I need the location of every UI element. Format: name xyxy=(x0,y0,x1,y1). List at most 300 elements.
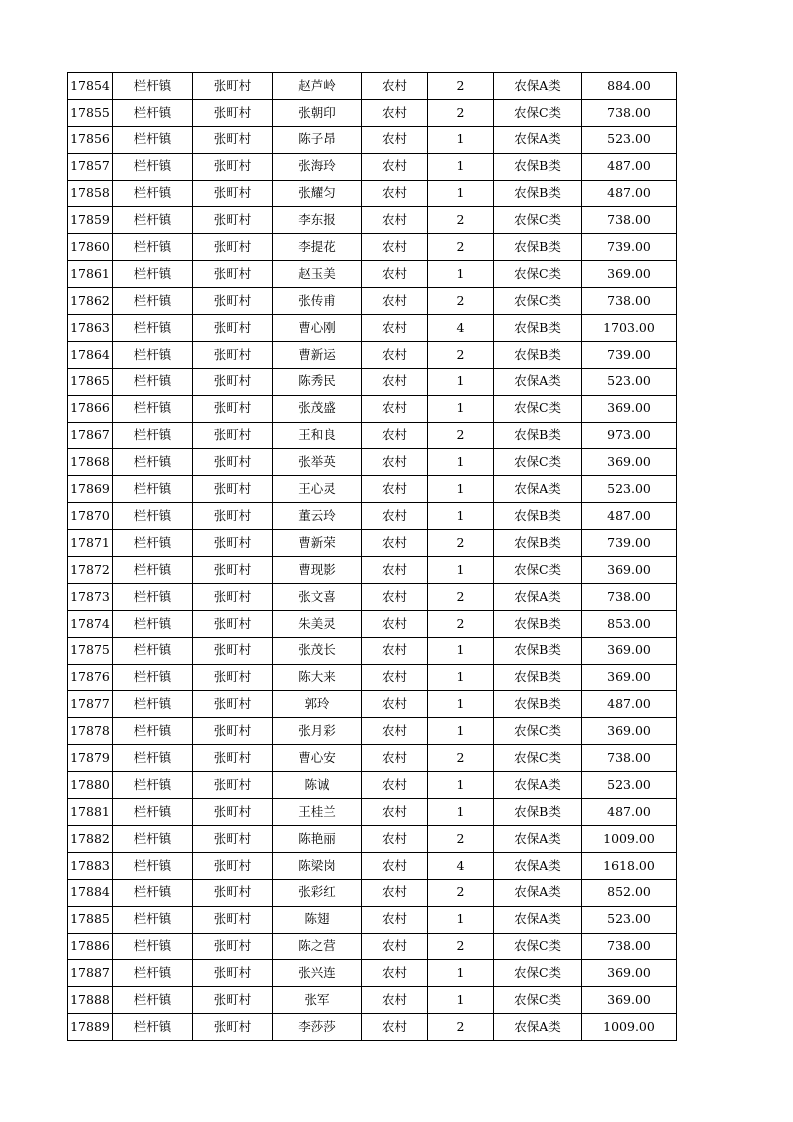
cell-household-size: 1 xyxy=(428,395,494,422)
cell-town: 栏杆镇 xyxy=(113,503,193,530)
cell-town: 栏杆镇 xyxy=(113,288,193,315)
cell-village: 张町村 xyxy=(193,503,273,530)
cell-town: 栏杆镇 xyxy=(113,610,193,637)
cell-town: 栏杆镇 xyxy=(113,1014,193,1041)
cell-amount: 739.00 xyxy=(582,234,677,261)
table-row xyxy=(68,583,677,610)
cell-area-type: 农村 xyxy=(362,557,428,584)
cell-serial-number: 17886 xyxy=(68,933,113,960)
cell-village: 张町村 xyxy=(193,288,273,315)
cell-name: 张茂盛 xyxy=(273,395,362,422)
table-row xyxy=(68,637,677,664)
cell-amount: 852.00 xyxy=(582,879,677,906)
cell-name: 赵芦岭 xyxy=(273,73,362,100)
cell-amount: 487.00 xyxy=(582,153,677,180)
cell-insurance-category: 农保A类 xyxy=(494,368,582,395)
cell-serial-number: 17870 xyxy=(68,503,113,530)
cell-amount: 369.00 xyxy=(582,557,677,584)
cell-town: 栏杆镇 xyxy=(113,852,193,879)
cell-insurance-category: 农保B类 xyxy=(494,691,582,718)
cell-serial-number: 17878 xyxy=(68,718,113,745)
cell-town: 栏杆镇 xyxy=(113,180,193,207)
cell-household-size: 1 xyxy=(428,368,494,395)
cell-town: 栏杆镇 xyxy=(113,126,193,153)
table-row xyxy=(68,1014,677,1041)
cell-household-size: 1 xyxy=(428,691,494,718)
cell-insurance-category: 农保C类 xyxy=(494,745,582,772)
cell-serial-number: 17882 xyxy=(68,825,113,852)
cell-insurance-category: 农保B类 xyxy=(494,180,582,207)
table-row xyxy=(68,610,677,637)
cell-insurance-category: 农保B类 xyxy=(494,422,582,449)
cell-area-type: 农村 xyxy=(362,987,428,1014)
table-row xyxy=(68,449,677,476)
cell-household-size: 1 xyxy=(428,664,494,691)
cell-insurance-category: 农保B类 xyxy=(494,153,582,180)
cell-household-size: 1 xyxy=(428,960,494,987)
cell-amount: 738.00 xyxy=(582,933,677,960)
cell-serial-number: 17875 xyxy=(68,637,113,664)
cell-village: 张町村 xyxy=(193,234,273,261)
cell-amount: 487.00 xyxy=(582,799,677,826)
cell-amount: 1009.00 xyxy=(582,1014,677,1041)
table-row xyxy=(68,503,677,530)
cell-insurance-category: 农保B类 xyxy=(494,341,582,368)
cell-insurance-category: 农保C类 xyxy=(494,557,582,584)
cell-serial-number: 17879 xyxy=(68,745,113,772)
cell-name: 张月彩 xyxy=(273,718,362,745)
cell-town: 栏杆镇 xyxy=(113,933,193,960)
table-row xyxy=(68,315,677,342)
cell-insurance-category: 农保C类 xyxy=(494,288,582,315)
cell-amount: 973.00 xyxy=(582,422,677,449)
cell-serial-number: 17865 xyxy=(68,368,113,395)
cell-insurance-category: 农保C类 xyxy=(494,395,582,422)
cell-name: 曹新荣 xyxy=(273,530,362,557)
cell-village: 张町村 xyxy=(193,207,273,234)
cell-name: 陈诚 xyxy=(273,772,362,799)
cell-household-size: 2 xyxy=(428,583,494,610)
cell-area-type: 农村 xyxy=(362,960,428,987)
table-row xyxy=(68,180,677,207)
cell-area-type: 农村 xyxy=(362,288,428,315)
cell-household-size: 2 xyxy=(428,207,494,234)
cell-amount: 523.00 xyxy=(582,126,677,153)
cell-village: 张町村 xyxy=(193,718,273,745)
cell-amount: 1618.00 xyxy=(582,852,677,879)
cell-town: 栏杆镇 xyxy=(113,207,193,234)
cell-serial-number: 17863 xyxy=(68,315,113,342)
cell-insurance-category: 农保B类 xyxy=(494,664,582,691)
cell-household-size: 2 xyxy=(428,825,494,852)
cell-household-size: 2 xyxy=(428,933,494,960)
cell-amount: 739.00 xyxy=(582,530,677,557)
cell-name: 张彩红 xyxy=(273,879,362,906)
cell-serial-number: 17880 xyxy=(68,772,113,799)
cell-town: 栏杆镇 xyxy=(113,987,193,1014)
cell-name: 陈之营 xyxy=(273,933,362,960)
welfare-roster-table xyxy=(67,72,677,1041)
table-row xyxy=(68,718,677,745)
cell-name: 陈翅 xyxy=(273,906,362,933)
cell-village: 张町村 xyxy=(193,557,273,584)
cell-insurance-category: 农保C类 xyxy=(494,718,582,745)
cell-insurance-category: 农保B类 xyxy=(494,610,582,637)
cell-area-type: 农村 xyxy=(362,73,428,100)
cell-amount: 738.00 xyxy=(582,99,677,126)
cell-amount: 739.00 xyxy=(582,341,677,368)
cell-village: 张町村 xyxy=(193,99,273,126)
cell-insurance-category: 农保B类 xyxy=(494,530,582,557)
cell-village: 张町村 xyxy=(193,422,273,449)
cell-village: 张町村 xyxy=(193,960,273,987)
cell-serial-number: 17862 xyxy=(68,288,113,315)
cell-town: 栏杆镇 xyxy=(113,449,193,476)
cell-serial-number: 17864 xyxy=(68,341,113,368)
cell-insurance-category: 农保C类 xyxy=(494,449,582,476)
cell-insurance-category: 农保A类 xyxy=(494,1014,582,1041)
cell-insurance-category: 农保C类 xyxy=(494,99,582,126)
cell-area-type: 农村 xyxy=(362,422,428,449)
cell-name: 朱美灵 xyxy=(273,610,362,637)
cell-amount: 523.00 xyxy=(582,772,677,799)
table-row xyxy=(68,960,677,987)
cell-area-type: 农村 xyxy=(362,718,428,745)
cell-area-type: 农村 xyxy=(362,476,428,503)
table-row xyxy=(68,261,677,288)
cell-name: 董云玲 xyxy=(273,503,362,530)
cell-insurance-category: 农保C类 xyxy=(494,207,582,234)
cell-town: 栏杆镇 xyxy=(113,745,193,772)
cell-insurance-category: 农保B类 xyxy=(494,637,582,664)
cell-household-size: 2 xyxy=(428,745,494,772)
cell-household-size: 4 xyxy=(428,315,494,342)
cell-village: 张町村 xyxy=(193,772,273,799)
cell-area-type: 农村 xyxy=(362,1014,428,1041)
cell-area-type: 农村 xyxy=(362,933,428,960)
cell-serial-number: 17873 xyxy=(68,583,113,610)
cell-area-type: 农村 xyxy=(362,772,428,799)
cell-serial-number: 17868 xyxy=(68,449,113,476)
table-row xyxy=(68,664,677,691)
cell-household-size: 2 xyxy=(428,341,494,368)
cell-area-type: 农村 xyxy=(362,449,428,476)
cell-village: 张町村 xyxy=(193,879,273,906)
cell-household-size: 1 xyxy=(428,153,494,180)
cell-name: 张朝印 xyxy=(273,99,362,126)
cell-household-size: 1 xyxy=(428,261,494,288)
cell-household-size: 1 xyxy=(428,449,494,476)
cell-household-size: 1 xyxy=(428,180,494,207)
cell-village: 张町村 xyxy=(193,315,273,342)
cell-household-size: 2 xyxy=(428,530,494,557)
cell-serial-number: 17856 xyxy=(68,126,113,153)
cell-town: 栏杆镇 xyxy=(113,664,193,691)
cell-amount: 369.00 xyxy=(582,960,677,987)
cell-town: 栏杆镇 xyxy=(113,341,193,368)
cell-town: 栏杆镇 xyxy=(113,772,193,799)
cell-town: 栏杆镇 xyxy=(113,906,193,933)
cell-name: 曹现影 xyxy=(273,557,362,584)
cell-town: 栏杆镇 xyxy=(113,73,193,100)
cell-town: 栏杆镇 xyxy=(113,261,193,288)
cell-town: 栏杆镇 xyxy=(113,315,193,342)
cell-serial-number: 17885 xyxy=(68,906,113,933)
cell-area-type: 农村 xyxy=(362,530,428,557)
cell-amount: 369.00 xyxy=(582,987,677,1014)
cell-serial-number: 17883 xyxy=(68,852,113,879)
table-row xyxy=(68,933,677,960)
cell-town: 栏杆镇 xyxy=(113,718,193,745)
cell-name: 陈梁岗 xyxy=(273,852,362,879)
cell-village: 张町村 xyxy=(193,825,273,852)
cell-insurance-category: 农保C类 xyxy=(494,960,582,987)
cell-town: 栏杆镇 xyxy=(113,691,193,718)
table-row xyxy=(68,99,677,126)
cell-area-type: 农村 xyxy=(362,234,428,261)
cell-village: 张町村 xyxy=(193,583,273,610)
cell-household-size: 2 xyxy=(428,288,494,315)
table-row xyxy=(68,422,677,449)
table-row xyxy=(68,530,677,557)
cell-serial-number: 17866 xyxy=(68,395,113,422)
cell-serial-number: 17871 xyxy=(68,530,113,557)
cell-name: 张海玲 xyxy=(273,153,362,180)
cell-name: 陈大来 xyxy=(273,664,362,691)
cell-town: 栏杆镇 xyxy=(113,879,193,906)
cell-village: 张町村 xyxy=(193,341,273,368)
cell-village: 张町村 xyxy=(193,153,273,180)
table-row xyxy=(68,879,677,906)
cell-area-type: 农村 xyxy=(362,180,428,207)
cell-village: 张町村 xyxy=(193,906,273,933)
cell-insurance-category: 农保A类 xyxy=(494,906,582,933)
cell-amount: 487.00 xyxy=(582,180,677,207)
table-row xyxy=(68,772,677,799)
cell-serial-number: 17858 xyxy=(68,180,113,207)
cell-area-type: 农村 xyxy=(362,691,428,718)
table-row xyxy=(68,476,677,503)
cell-name: 李东报 xyxy=(273,207,362,234)
cell-town: 栏杆镇 xyxy=(113,637,193,664)
cell-serial-number: 17881 xyxy=(68,799,113,826)
cell-insurance-category: 农保A类 xyxy=(494,73,582,100)
cell-name: 李莎莎 xyxy=(273,1014,362,1041)
cell-serial-number: 17867 xyxy=(68,422,113,449)
cell-town: 栏杆镇 xyxy=(113,530,193,557)
cell-village: 张町村 xyxy=(193,261,273,288)
cell-insurance-category: 农保B类 xyxy=(494,503,582,530)
table-row xyxy=(68,153,677,180)
cell-amount: 738.00 xyxy=(582,207,677,234)
cell-area-type: 农村 xyxy=(362,664,428,691)
cell-name: 张举英 xyxy=(273,449,362,476)
cell-serial-number: 17857 xyxy=(68,153,113,180)
cell-serial-number: 17876 xyxy=(68,664,113,691)
table-row xyxy=(68,799,677,826)
cell-town: 栏杆镇 xyxy=(113,234,193,261)
cell-name: 李提花 xyxy=(273,234,362,261)
cell-amount: 1009.00 xyxy=(582,825,677,852)
cell-insurance-category: 农保A类 xyxy=(494,879,582,906)
cell-serial-number: 17884 xyxy=(68,879,113,906)
cell-insurance-category: 农保C类 xyxy=(494,261,582,288)
cell-household-size: 2 xyxy=(428,234,494,261)
cell-town: 栏杆镇 xyxy=(113,799,193,826)
cell-amount: 738.00 xyxy=(582,745,677,772)
table-row xyxy=(68,395,677,422)
cell-amount: 853.00 xyxy=(582,610,677,637)
table-row xyxy=(68,852,677,879)
cell-insurance-category: 农保A类 xyxy=(494,583,582,610)
cell-insurance-category: 农保A类 xyxy=(494,126,582,153)
cell-amount: 523.00 xyxy=(582,476,677,503)
cell-serial-number: 17859 xyxy=(68,207,113,234)
cell-name: 赵玉美 xyxy=(273,261,362,288)
table-row xyxy=(68,288,677,315)
table-row xyxy=(68,745,677,772)
cell-household-size: 1 xyxy=(428,772,494,799)
cell-town: 栏杆镇 xyxy=(113,476,193,503)
cell-name: 张文喜 xyxy=(273,583,362,610)
cell-village: 张町村 xyxy=(193,799,273,826)
table-row xyxy=(68,341,677,368)
cell-area-type: 农村 xyxy=(362,503,428,530)
cell-town: 栏杆镇 xyxy=(113,99,193,126)
cell-name: 王和良 xyxy=(273,422,362,449)
table-row xyxy=(68,73,677,100)
cell-amount: 369.00 xyxy=(582,637,677,664)
cell-town: 栏杆镇 xyxy=(113,960,193,987)
cell-village: 张町村 xyxy=(193,368,273,395)
table-row xyxy=(68,126,677,153)
cell-amount: 738.00 xyxy=(582,288,677,315)
cell-name: 陈艳丽 xyxy=(273,825,362,852)
cell-household-size: 1 xyxy=(428,987,494,1014)
cell-area-type: 农村 xyxy=(362,879,428,906)
cell-village: 张町村 xyxy=(193,126,273,153)
cell-amount: 487.00 xyxy=(582,691,677,718)
table-row xyxy=(68,691,677,718)
cell-serial-number: 17889 xyxy=(68,1014,113,1041)
cell-area-type: 农村 xyxy=(362,315,428,342)
cell-name: 陈子昂 xyxy=(273,126,362,153)
cell-amount: 884.00 xyxy=(582,73,677,100)
cell-area-type: 农村 xyxy=(362,799,428,826)
cell-name: 张军 xyxy=(273,987,362,1014)
cell-area-type: 农村 xyxy=(362,745,428,772)
cell-area-type: 农村 xyxy=(362,99,428,126)
cell-household-size: 1 xyxy=(428,476,494,503)
cell-household-size: 4 xyxy=(428,852,494,879)
cell-village: 张町村 xyxy=(193,73,273,100)
cell-serial-number: 17869 xyxy=(68,476,113,503)
cell-insurance-category: 农保A类 xyxy=(494,825,582,852)
cell-serial-number: 17874 xyxy=(68,610,113,637)
table-row xyxy=(68,557,677,584)
cell-area-type: 农村 xyxy=(362,261,428,288)
cell-town: 栏杆镇 xyxy=(113,153,193,180)
cell-serial-number: 17877 xyxy=(68,691,113,718)
cell-amount: 523.00 xyxy=(582,906,677,933)
table-row xyxy=(68,906,677,933)
cell-name: 陈秀民 xyxy=(273,368,362,395)
table-row xyxy=(68,368,677,395)
cell-area-type: 农村 xyxy=(362,153,428,180)
cell-town: 栏杆镇 xyxy=(113,557,193,584)
cell-amount: 369.00 xyxy=(582,449,677,476)
cell-village: 张町村 xyxy=(193,933,273,960)
cell-amount: 369.00 xyxy=(582,261,677,288)
cell-area-type: 农村 xyxy=(362,583,428,610)
cell-serial-number: 17861 xyxy=(68,261,113,288)
cell-area-type: 农村 xyxy=(362,395,428,422)
cell-serial-number: 17860 xyxy=(68,234,113,261)
cell-household-size: 2 xyxy=(428,1014,494,1041)
cell-name: 张耀匀 xyxy=(273,180,362,207)
cell-amount: 369.00 xyxy=(582,664,677,691)
cell-area-type: 农村 xyxy=(362,207,428,234)
cell-household-size: 2 xyxy=(428,99,494,126)
cell-household-size: 2 xyxy=(428,879,494,906)
cell-insurance-category: 农保B类 xyxy=(494,234,582,261)
table-row xyxy=(68,207,677,234)
cell-amount: 487.00 xyxy=(582,503,677,530)
cell-area-type: 农村 xyxy=(362,341,428,368)
cell-household-size: 2 xyxy=(428,73,494,100)
cell-name: 张传甫 xyxy=(273,288,362,315)
cell-serial-number: 17855 xyxy=(68,99,113,126)
cell-village: 张町村 xyxy=(193,530,273,557)
cell-amount: 523.00 xyxy=(582,368,677,395)
cell-household-size: 1 xyxy=(428,557,494,584)
cell-household-size: 2 xyxy=(428,610,494,637)
cell-village: 张町村 xyxy=(193,637,273,664)
cell-area-type: 农村 xyxy=(362,637,428,664)
cell-village: 张町村 xyxy=(193,1014,273,1041)
cell-area-type: 农村 xyxy=(362,126,428,153)
cell-town: 栏杆镇 xyxy=(113,395,193,422)
cell-village: 张町村 xyxy=(193,180,273,207)
cell-village: 张町村 xyxy=(193,852,273,879)
cell-name: 郭玲 xyxy=(273,691,362,718)
cell-insurance-category: 农保B类 xyxy=(494,799,582,826)
cell-household-size: 2 xyxy=(428,422,494,449)
cell-village: 张町村 xyxy=(193,745,273,772)
cell-name: 曹新运 xyxy=(273,341,362,368)
cell-insurance-category: 农保B类 xyxy=(494,315,582,342)
cell-village: 张町村 xyxy=(193,476,273,503)
cell-insurance-category: 农保A类 xyxy=(494,852,582,879)
cell-amount: 369.00 xyxy=(582,718,677,745)
cell-town: 栏杆镇 xyxy=(113,583,193,610)
cell-household-size: 1 xyxy=(428,718,494,745)
cell-village: 张町村 xyxy=(193,691,273,718)
cell-area-type: 农村 xyxy=(362,825,428,852)
cell-area-type: 农村 xyxy=(362,906,428,933)
cell-name: 张兴连 xyxy=(273,960,362,987)
table-row xyxy=(68,987,677,1014)
cell-name: 张茂长 xyxy=(273,637,362,664)
cell-name: 王心灵 xyxy=(273,476,362,503)
roster-body xyxy=(68,73,677,1041)
cell-amount: 1703.00 xyxy=(582,315,677,342)
cell-village: 张町村 xyxy=(193,987,273,1014)
cell-household-size: 1 xyxy=(428,503,494,530)
cell-serial-number: 17888 xyxy=(68,987,113,1014)
cell-amount: 738.00 xyxy=(582,583,677,610)
cell-village: 张町村 xyxy=(193,610,273,637)
